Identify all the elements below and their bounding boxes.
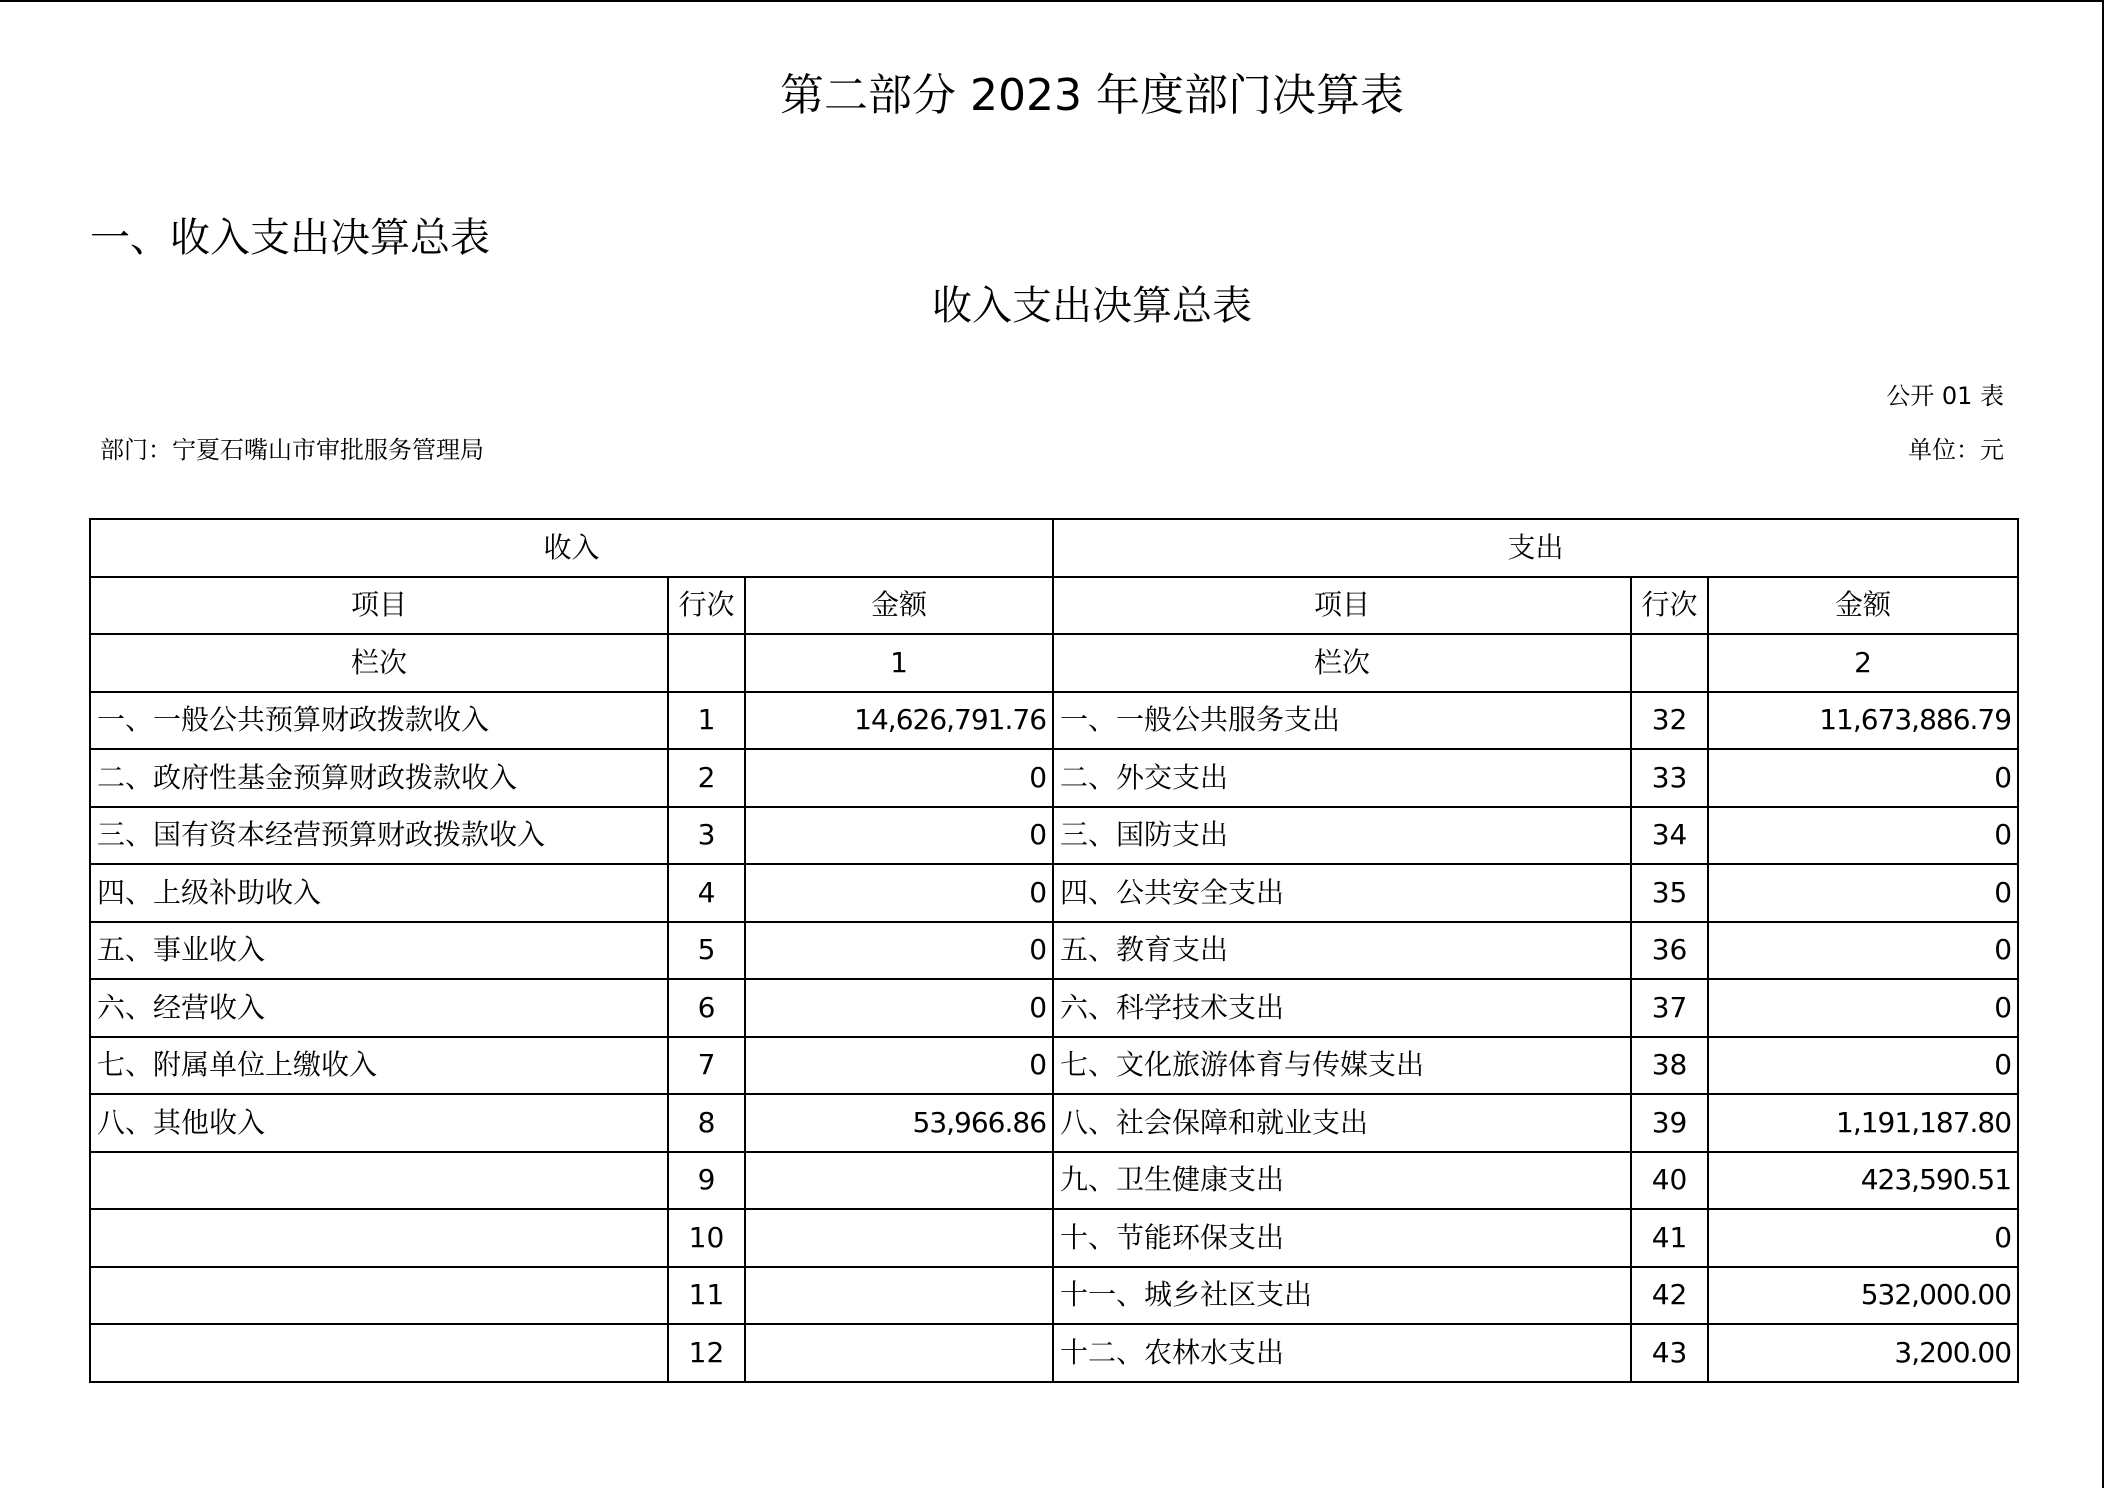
income-item-cell bbox=[90, 1152, 668, 1210]
expense-index-value: 2 bbox=[1708, 634, 2018, 692]
form-code: 公开 01 表 bbox=[1886, 382, 2004, 410]
expense-item-cell: 五、教育支出 bbox=[1053, 922, 1631, 980]
expense-line-cell: 39 bbox=[1631, 1094, 1708, 1152]
expense-item-cell: 七、文化旅游体育与传媒支出 bbox=[1053, 1037, 1631, 1095]
expense-amount-cell: 423,590.51 bbox=[1708, 1152, 2018, 1210]
expense-item-cell: 六、科学技术支出 bbox=[1053, 979, 1631, 1037]
income-amount-cell: 53,966.86 bbox=[745, 1094, 1053, 1152]
expense-amount-cell: 11,673,886.79 bbox=[1708, 692, 2018, 750]
income-line-cell: 3 bbox=[668, 807, 745, 865]
expense-item-cell: 十、节能环保支出 bbox=[1053, 1209, 1631, 1267]
income-index-empty bbox=[668, 634, 745, 692]
income-line-cell: 7 bbox=[668, 1037, 745, 1095]
table-row bbox=[90, 1209, 2018, 1267]
income-line-cell: 12 bbox=[668, 1324, 745, 1382]
section-heading: 一、收入支出决算总表 bbox=[90, 215, 490, 261]
income-header: 收入 bbox=[90, 519, 1053, 577]
table-row bbox=[90, 1152, 2018, 1210]
expense-line-header: 行次 bbox=[1631, 577, 1708, 635]
income-line-cell: 9 bbox=[668, 1152, 745, 1210]
income-line-cell: 10 bbox=[668, 1209, 745, 1267]
income-line-cell: 4 bbox=[668, 864, 745, 922]
income-line-cell: 11 bbox=[668, 1267, 745, 1325]
income-amount-cell: 0 bbox=[745, 864, 1053, 922]
income-amount-cell: 0 bbox=[745, 807, 1053, 865]
income-line-cell: 5 bbox=[668, 922, 745, 980]
income-line-cell: 8 bbox=[668, 1094, 745, 1152]
table-row bbox=[90, 922, 2018, 980]
expense-amount-cell: 0 bbox=[1708, 1037, 2018, 1095]
expense-amount-cell: 1,191,187.80 bbox=[1708, 1094, 2018, 1152]
income-line-cell: 6 bbox=[668, 979, 745, 1037]
expense-line-cell: 36 bbox=[1631, 922, 1708, 980]
income-item-header: 项目 bbox=[90, 577, 668, 635]
income-item-cell: 七、附属单位上缴收入 bbox=[90, 1037, 668, 1095]
income-amount-cell: 0 bbox=[745, 922, 1053, 980]
income-item-cell: 六、经营收入 bbox=[90, 979, 668, 1037]
expense-line-cell: 34 bbox=[1631, 807, 1708, 865]
table-row bbox=[90, 1324, 2018, 1382]
income-item-cell bbox=[90, 1324, 668, 1382]
income-item-cell bbox=[90, 1267, 668, 1325]
income-amount-cell bbox=[745, 1267, 1053, 1325]
table-row bbox=[90, 864, 2018, 922]
expense-amount-cell: 0 bbox=[1708, 1209, 2018, 1267]
expense-line-cell: 41 bbox=[1631, 1209, 1708, 1267]
expense-line-cell: 32 bbox=[1631, 692, 1708, 750]
income-amount-cell bbox=[745, 1152, 1053, 1210]
expense-line-cell: 33 bbox=[1631, 749, 1708, 807]
income-index-value: 1 bbox=[745, 634, 1053, 692]
income-item-cell: 一、一般公共预算财政拨款收入 bbox=[90, 692, 668, 750]
income-amount-cell bbox=[745, 1209, 1053, 1267]
expense-item-cell: 十一、城乡社区支出 bbox=[1053, 1267, 1631, 1325]
expense-item-cell: 九、卫生健康支出 bbox=[1053, 1152, 1631, 1210]
income-item-cell: 二、政府性基金预算财政拨款收入 bbox=[90, 749, 668, 807]
expense-item-cell: 三、国防支出 bbox=[1053, 807, 1631, 865]
expense-item-cell: 二、外交支出 bbox=[1053, 749, 1631, 807]
table-row bbox=[90, 979, 2018, 1037]
expense-amount-cell: 3,200.00 bbox=[1708, 1324, 2018, 1382]
income-item-cell: 五、事业收入 bbox=[90, 922, 668, 980]
expense-item-cell: 四、公共安全支出 bbox=[1053, 864, 1631, 922]
income-item-cell: 八、其他收入 bbox=[90, 1094, 668, 1152]
income-item-cell: 四、上级补助收入 bbox=[90, 864, 668, 922]
income-amount-cell: 0 bbox=[745, 749, 1053, 807]
column-index-row bbox=[90, 634, 2018, 692]
expense-amount-cell: 0 bbox=[1708, 749, 2018, 807]
expense-item-header: 项目 bbox=[1053, 577, 1631, 635]
expense-index-empty bbox=[1631, 634, 1708, 692]
income-line-header: 行次 bbox=[668, 577, 745, 635]
page-title: 第二部分 2023 年度部门决算表 bbox=[780, 70, 1404, 121]
unit-label: 单位：元 bbox=[1908, 436, 2004, 464]
table-row bbox=[90, 749, 2018, 807]
income-amount-header: 金额 bbox=[745, 577, 1053, 635]
table-row bbox=[90, 1267, 2018, 1325]
expense-amount-header: 金额 bbox=[1708, 577, 2018, 635]
table-row bbox=[90, 807, 2018, 865]
income-amount-cell: 0 bbox=[745, 979, 1053, 1037]
expense-item-cell: 八、社会保障和就业支出 bbox=[1053, 1094, 1631, 1152]
expense-amount-cell: 0 bbox=[1708, 864, 2018, 922]
income-amount-cell bbox=[745, 1324, 1053, 1382]
expense-item-cell: 十二、农林水支出 bbox=[1053, 1324, 1631, 1382]
expense-index-label: 栏次 bbox=[1053, 634, 1631, 692]
income-item-cell bbox=[90, 1209, 668, 1267]
expense-line-cell: 40 bbox=[1631, 1152, 1708, 1210]
expense-amount-cell: 532,000.00 bbox=[1708, 1267, 2018, 1325]
income-amount-cell: 0 bbox=[745, 1037, 1053, 1095]
table-title: 收入支出决算总表 bbox=[932, 283, 1252, 329]
table-row bbox=[90, 1094, 2018, 1152]
table-row bbox=[90, 692, 2018, 750]
expense-line-cell: 43 bbox=[1631, 1324, 1708, 1382]
department-label: 部门：宁夏石嘴山市审批服务管理局 bbox=[100, 436, 484, 464]
budget-table bbox=[89, 518, 2019, 1383]
income-item-cell: 三、国有资本经营预算财政拨款收入 bbox=[90, 807, 668, 865]
table-header-row bbox=[90, 519, 2018, 577]
expense-amount-cell: 0 bbox=[1708, 979, 2018, 1037]
column-header-row bbox=[90, 577, 2018, 635]
expense-header: 支出 bbox=[1053, 519, 2018, 577]
income-line-cell: 2 bbox=[668, 749, 745, 807]
income-index-label: 栏次 bbox=[90, 634, 668, 692]
income-line-cell: 1 bbox=[668, 692, 745, 750]
expense-amount-cell: 0 bbox=[1708, 807, 2018, 865]
expense-line-cell: 35 bbox=[1631, 864, 1708, 922]
expense-line-cell: 42 bbox=[1631, 1267, 1708, 1325]
income-amount-cell: 14,626,791.76 bbox=[745, 692, 1053, 750]
expense-item-cell: 一、一般公共服务支出 bbox=[1053, 692, 1631, 750]
table-row bbox=[90, 1037, 2018, 1095]
expense-line-cell: 37 bbox=[1631, 979, 1708, 1037]
expense-line-cell: 38 bbox=[1631, 1037, 1708, 1095]
expense-amount-cell: 0 bbox=[1708, 922, 2018, 980]
